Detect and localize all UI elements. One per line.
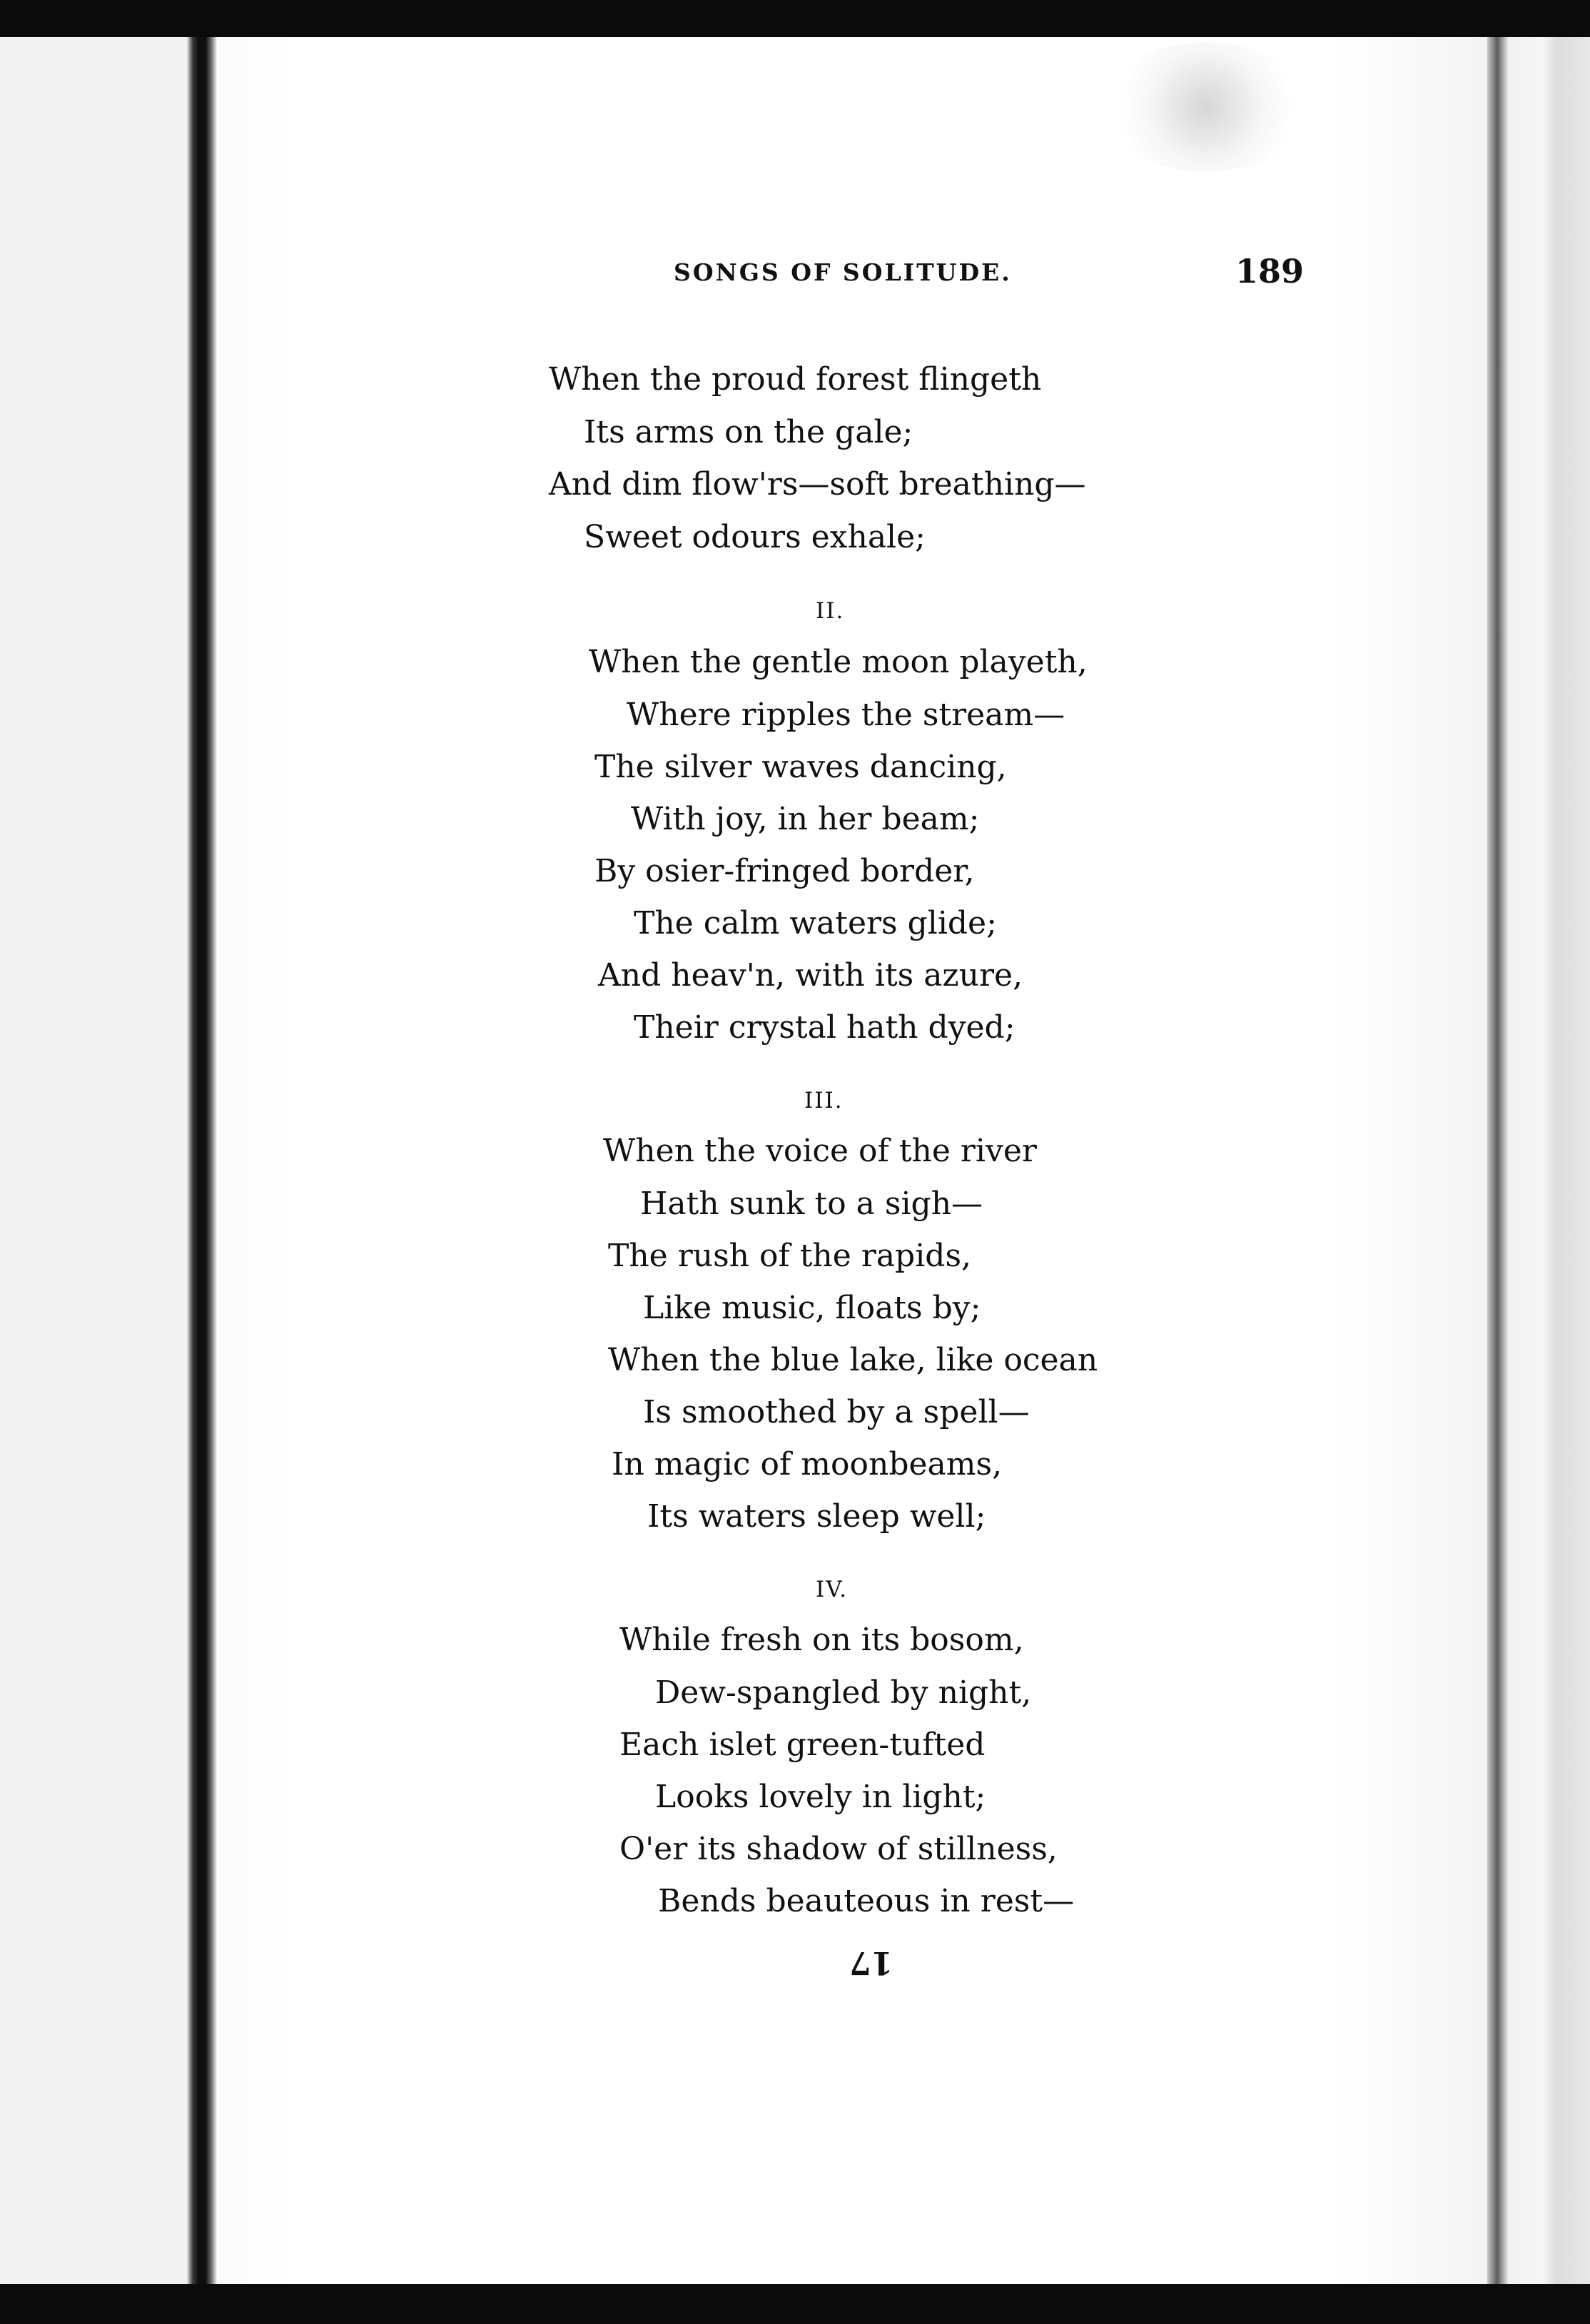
poem-line: Each islet green-tufted [619, 1727, 986, 1763]
poem-line: Bends beauteous in rest— [658, 1883, 1075, 1919]
paper-stain-bottom [1013, 2220, 1113, 2284]
poem-line: Where ripples the stream— [627, 697, 1065, 733]
stanza-numeral: IV. [816, 1577, 849, 1602]
poem-line: Its arms on the gale; [584, 414, 913, 450]
scan-border-top [0, 0, 1590, 37]
poem-line: Is smoothed by a spell— [643, 1394, 1030, 1430]
poem-line: And dim flow'rs—soft breathing— [549, 466, 1086, 502]
signature-mark: 17 [849, 1944, 893, 1981]
poem-line: And heav'n, with its azure, [598, 957, 1023, 994]
poem-line: The rush of the rapids, [608, 1238, 972, 1274]
poem-line: Sweet odours exhale; [584, 519, 926, 555]
poem-line: While fresh on its bosom, [619, 1622, 1024, 1658]
poem-line: With joy, in her beam; [631, 801, 980, 837]
poem-line: O'er its shadow of stillness, [619, 1831, 1058, 1867]
page-number: 189 [1235, 252, 1305, 290]
poem-line: The calm waters glide; [634, 905, 997, 941]
poem-line: Hath sunk to a sigh— [640, 1186, 983, 1222]
poem-line: When the blue lake, like ocean [608, 1342, 1098, 1378]
poem-line: When the proud forest flingeth [549, 361, 1042, 398]
scan-border-bottom [0, 2284, 1590, 2324]
stanza-numeral: II. [816, 598, 845, 624]
poem-line: In magic of moonbeams, [612, 1446, 1003, 1482]
poem-line: By osier-fringed border, [594, 853, 975, 889]
paper-stain [1099, 43, 1313, 171]
poem-line: Dew-spangled by night, [655, 1674, 1032, 1711]
poem-line: Its waters sleep well; [647, 1498, 986, 1535]
poem-line: The silver waves dancing, [594, 749, 1007, 785]
running-head: SONGS OF SOLITUDE. [674, 258, 1012, 286]
poem-line: Their crystal hath dyed; [634, 1009, 1016, 1046]
stanza-numeral: III. [804, 1088, 844, 1113]
poem-line: Like music, floats by; [643, 1290, 981, 1326]
page-fore-edge [1487, 37, 1590, 2284]
poem-line: When the voice of the river [603, 1133, 1037, 1169]
poem-line: Looks lovely in light; [655, 1779, 986, 1815]
poem-line: When the gentle moon playeth, [589, 644, 1088, 680]
book-gutter [187, 37, 217, 2284]
facing-page-edge [0, 37, 191, 2284]
